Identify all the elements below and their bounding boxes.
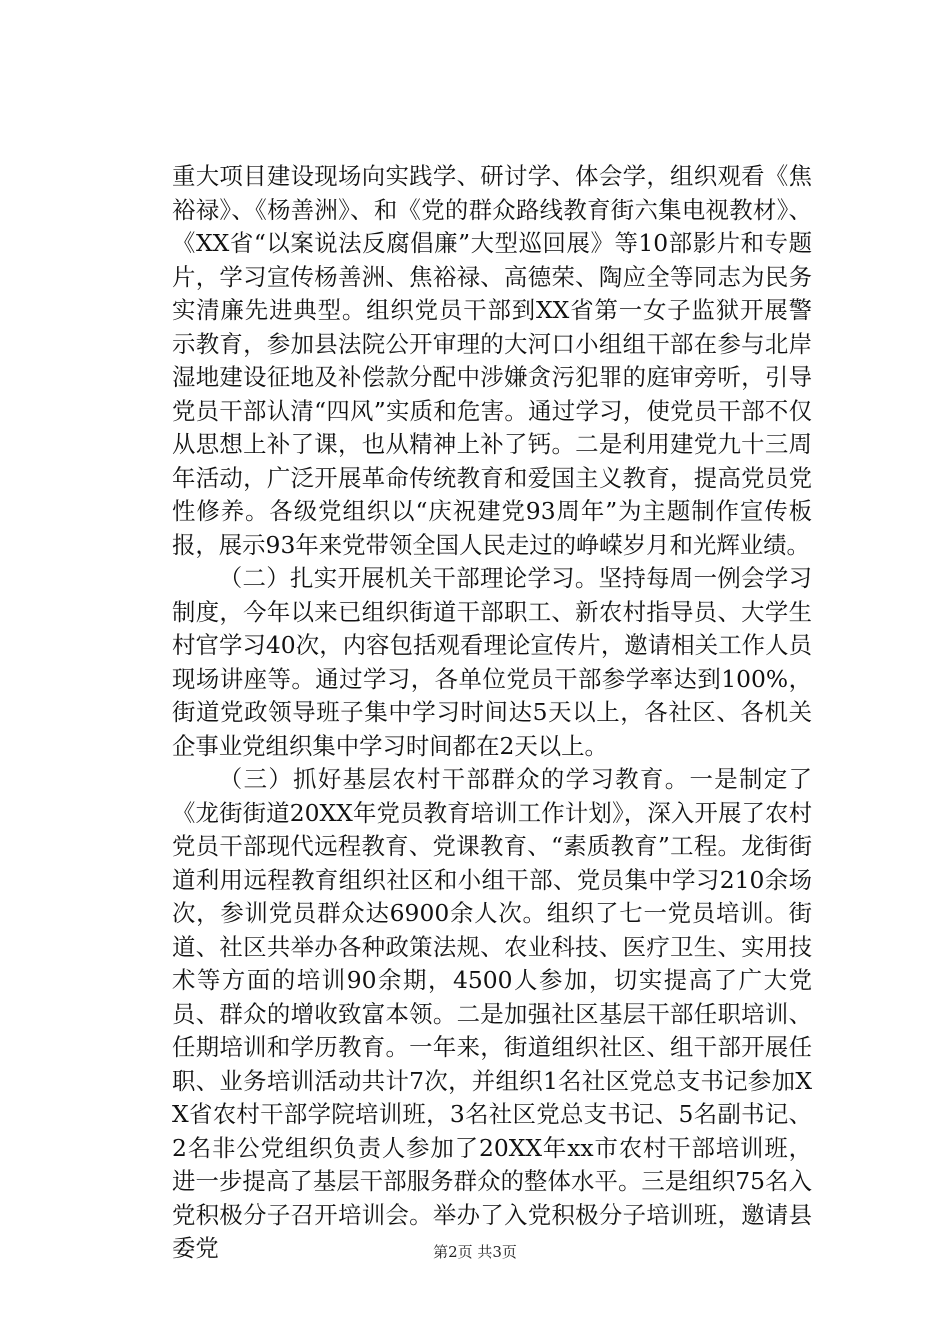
paragraph-section-3: （三）抓好基层农村干部群众的学习教育。一是制定了《龙街街道20XX年党员教育培训工作计划》，深入开展了农村党员干部现代远程教育、党课教育、“素质教育”工程。龙街街道利用远程教育组织社区和小组干部、党员集中学习210余场次，参训党员群众达6900余人次。组织了七一党员培训。街道、社区共举办各种政策法规、农业科技、医疗卫生、实用技术等方面的培训90余期，4500人参加，切实提高了广大党员、群众的增收致富本领。二是加强社区基层干部任职培训、任期培训和学历教育。一年来，街道组织社区、组干部开展任职、业务培训活动共计7次，并组织1名社区党总支书记参加XX省农村干部学院培训班，3名社区党总支书记、5名副书记、2名非公党组织负责人参加了20XX年xx市农村干部培训班，进一步提高了基层干部服务群众的整体水平。三是组织75名入党积极分子召开培训会。举办了入党积极分子培训班，邀请县委党 [172,765,812,1262]
paragraph-continued: 重大项目建设现场向实践学、研讨学、体会学，组织观看《焦裕禄》、《杨善洲》、和《党的群众路线教育街六集电视教材》、《XX省“以案说法反腐倡廉”大型巡回展》等10部影片和专题片，学习宣传杨善洲、焦裕禄、高德荣、陶应全等同志为民务实清廉先进典型。组织党员干部到XX省第一女子监狱开展警示教育，参加县法院公开审理的大河口小组组干部在参与北岸湿地建设征地及补偿款分配中涉嫌贪污犯罪的庭审旁听，引导党员干部认清“四风”实质和危害。通过学习，使党员干部不仅从思想上补了课，也从精神上补了钙。二是利用建党九十三周年活动，广泛开展革命传统教育和爱国主义教育，提高党员党性修养。各级党组织以“庆祝建党93周年”为主题制作宣传板报，展示93年来党带领全国人民走过的峥嵘岁月和光辉业绩。 [172,162,812,559]
paragraph-section-2: （二）扎实开展机关干部理论学习。坚持每周一例会学习制度，今年以来已组织街道干部职工、新农村指导员、大学生村官学习40次，内容包括观看理论宣传片，邀请相关工作人员现场讲座等。通过学习，各单位党员干部参学率达到100%，街道党政领导班子集中学习时间达5天以上，各社区、各机关企事业党组织集中学习时间都在2天以上。 [172,564,812,760]
page-footer: 第2页 共3页 [433,1243,517,1261]
document-body [172,160,812,1266]
